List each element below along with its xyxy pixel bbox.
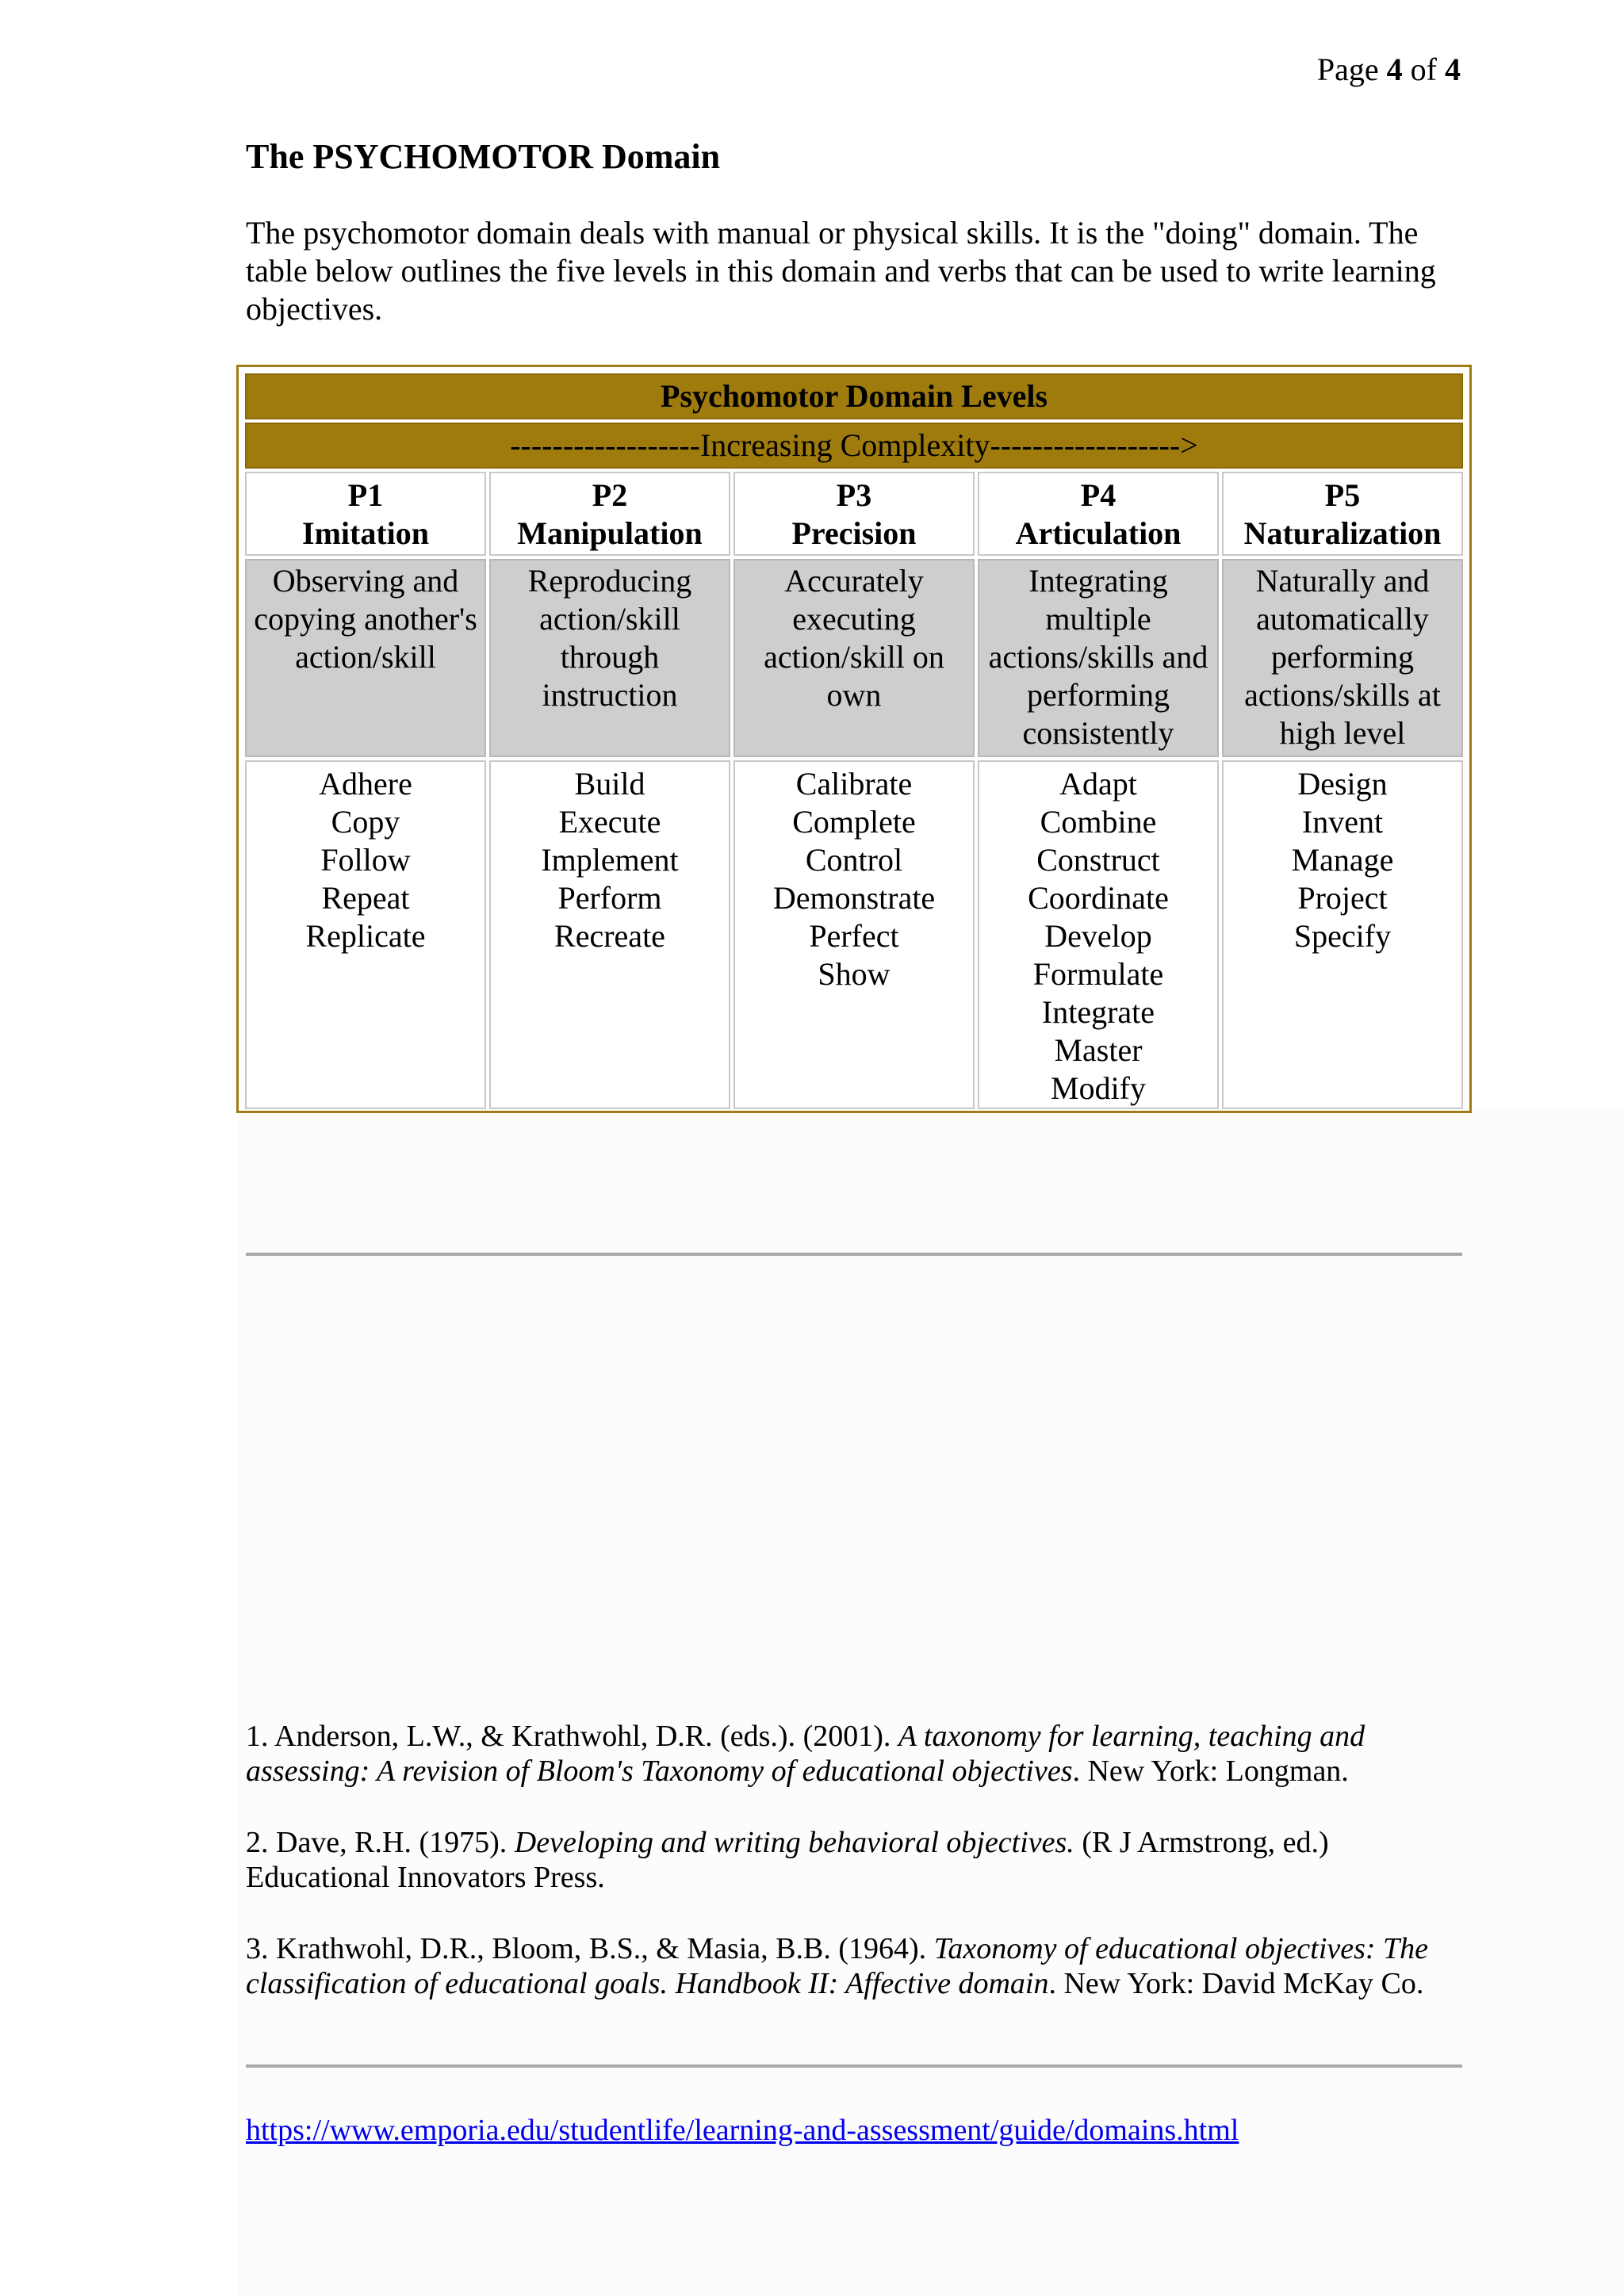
description-line: copying another's [254,601,477,637]
description-line: action/skill [539,601,680,637]
level-name: Manipulation [517,515,703,551]
verb: Control [805,842,903,878]
level-description-cell [245,559,486,757]
level-description-cell [733,559,975,757]
level-header-cell [733,472,975,556]
verb: Perform [557,880,662,916]
level-header-cell [489,472,730,556]
verb: Build [574,766,645,802]
level-name: Precision [791,515,917,551]
references [246,1719,1467,2038]
verb: Follow [320,842,411,878]
description-line: own [826,677,882,713]
level-code: P3 [836,477,872,513]
source-link[interactable]: https://www.emporia.edu/studentlife/learning-and-assessment/guide/domains.html [246,2114,1239,2147]
verb: Recreate [554,918,665,954]
level-code: P5 [1324,477,1361,513]
level-verbs-cell [733,760,975,1109]
level-verbs-cell [489,760,730,1109]
level-name: Imitation [302,515,429,551]
verb: Show [818,956,891,992]
divider [246,1253,1462,1256]
description-line: instruction [542,677,678,713]
description-line: consistently [1022,715,1174,751]
verb: Combine [1040,804,1157,840]
verb: Calibrate [795,766,913,802]
page-number: Page 4 of 4 [1316,52,1461,87]
verb: Design [1297,766,1388,802]
level-verbs-cell [245,760,486,1109]
verb: Demonstrate [772,880,936,916]
verb: Modify [1051,1070,1146,1106]
verb: Adhere [319,766,412,802]
level-description-cell [978,559,1219,757]
intro-paragraph: The psychomotor domain deals with manual or physical skills. It is the "doing" domain. The table below outlines the five levels in this domain and verbs that can be used to write learning objectives. [246,215,1436,327]
verb: Copy [331,804,400,840]
verb: Execute [558,804,661,840]
verb: Construct [1036,842,1160,878]
description-line: performing [1271,639,1414,675]
description-line: Reproducing [527,563,692,599]
verb: Replicate [305,918,426,954]
description-line: action/skill [295,639,436,675]
verb: Invent [1301,804,1384,840]
verb: Adapt [1059,766,1137,802]
table-header: Psychomotor Domain Levels [245,373,1463,419]
verb: Develop [1044,918,1152,954]
verb: Formulate [1032,956,1164,992]
verb: Project [1297,880,1388,916]
description-line: through [560,639,660,675]
levels-table [242,370,1466,1112]
level-verbs-cell [978,760,1219,1109]
description-line: executing [792,601,916,637]
page-title: The PSYCHOMOTOR Domain [246,137,721,176]
verb: Integrate [1041,994,1155,1030]
description-line: performing [1027,677,1170,713]
level-code: P2 [592,477,628,513]
description-line: automatically [1256,601,1429,637]
reference-item: 3. Krathwohl, D.R., Bloom, B.S., & Masia, B.B. (1964). Taxonomy of educational objectives: The classification of educational goals. Handbook II: Affective domain. New York: David McKay Co. [246,1932,1429,2000]
level-description-cell [489,559,730,757]
reference-item: 2. Dave, R.H. (1975). Developing and writing behavioral objectives. (R J Armstrong, ed.) Educational Innovators Press. [246,1826,1329,1894]
verb: Coordinate [1028,880,1169,916]
verb: Perfect [809,918,899,954]
description-line: multiple [1045,601,1151,637]
level-name: Naturalization [1243,515,1442,551]
level-code: P1 [347,477,384,513]
description-line: Observing and [272,563,459,599]
verb: Manage [1291,842,1394,878]
description-line: Naturally and [1255,563,1430,599]
verb: Implement [541,842,679,878]
level-code: P4 [1080,477,1116,513]
description-line: Accurately [784,563,924,599]
description-row [245,559,1463,757]
level-description-cell [1222,559,1463,757]
level-name: Articulation [1015,515,1182,551]
verbs-row [245,760,1463,1109]
level-verbs-cell [1222,760,1463,1109]
level-header-cell [245,472,486,556]
table-subheader: ------------------Increasing Complexity------------------> [245,423,1463,469]
level-header-cell [978,472,1219,556]
verb: Specify [1293,918,1392,954]
level-header-row [245,472,1463,556]
description-line: Integrating [1028,563,1168,599]
description-line: high level [1279,715,1406,751]
levels-table-frame [236,365,1472,1113]
description-line: actions/skills at [1244,677,1441,713]
verb: Master [1054,1032,1143,1068]
reference-item: 1. Anderson, L.W., & Krathwohl, D.R. (eds.). (2001). A taxonomy for learning, teaching and assessing: A revision of Bloom's Taxonomy of educational objectives. New York: Longman. [246,1720,1365,1788]
verb: Repeat [321,880,410,916]
description-line: action/skill on [764,639,944,675]
verb: Complete [792,804,916,840]
description-line: actions/skills and [988,639,1208,675]
level-header-cell [1222,472,1463,556]
divider [246,2064,1462,2068]
